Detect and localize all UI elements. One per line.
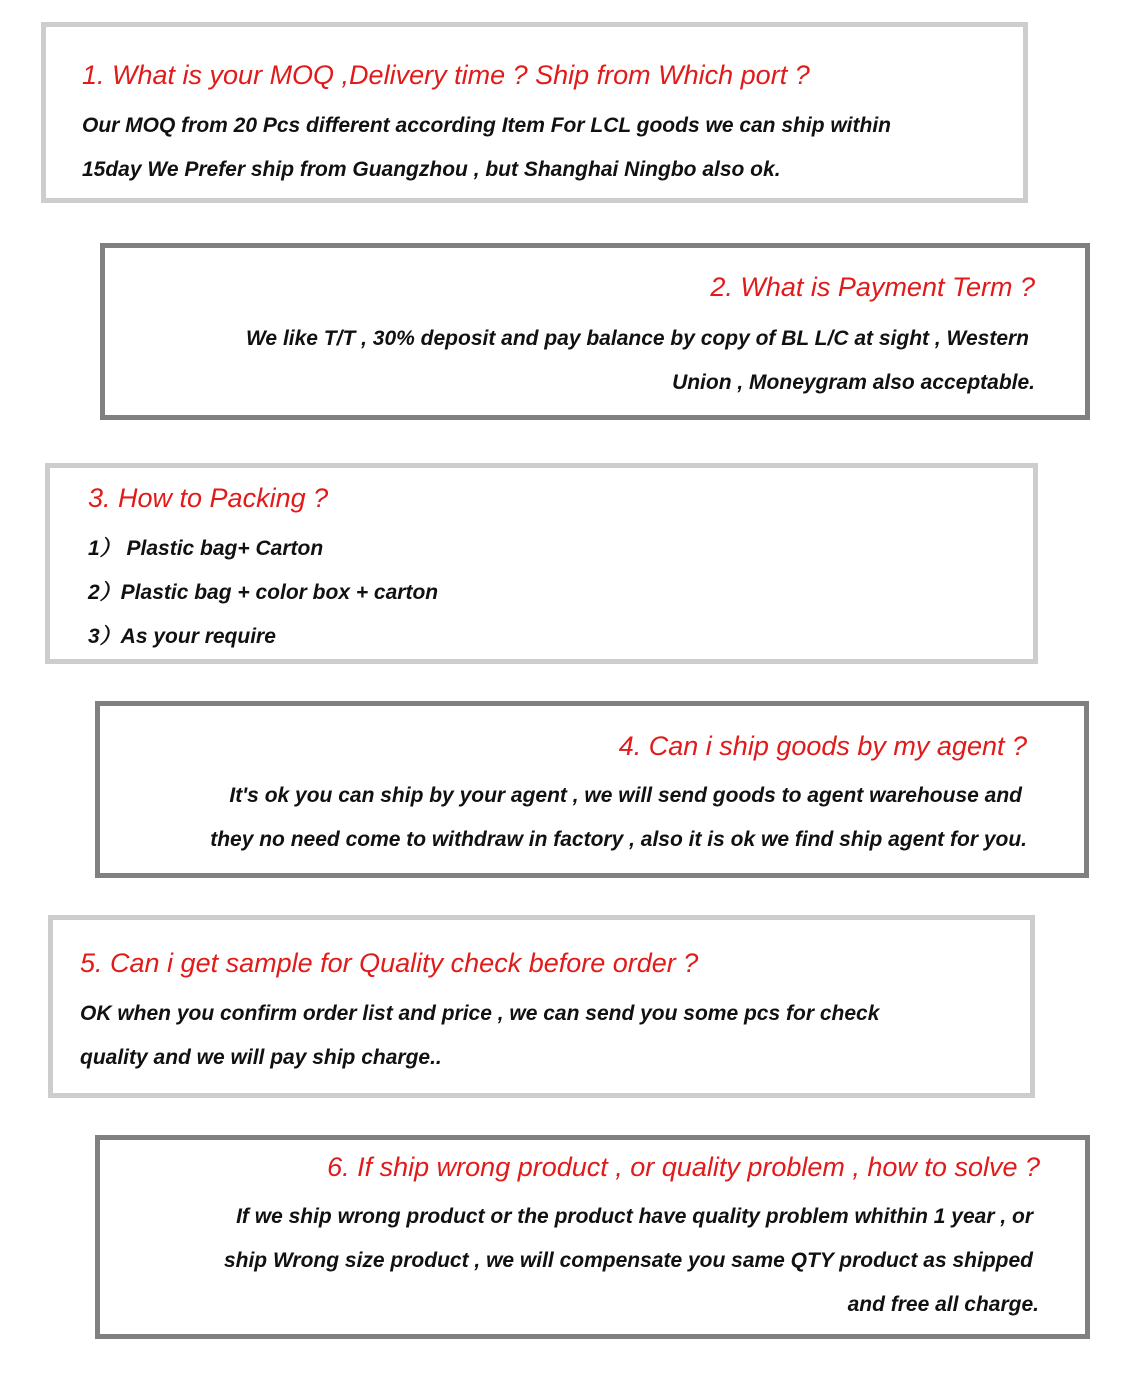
faq-question-6: 6. If ship wrong product , or quality problem , how to solve ? xyxy=(327,1152,1040,1182)
faq-answer-6-line-1: If we ship wrong product or the product have quality problem whithin 1 year , or xyxy=(236,1205,1033,1228)
faq-answer-3-line-1: 1） Plastic bag+ Carton xyxy=(88,537,324,560)
faq-question-5: 5. Can i get sample for Quality check before order ? xyxy=(80,948,699,978)
faq-card-6 xyxy=(95,1135,1090,1339)
faq-answer-6-line-2: ship Wrong size product , we will compensate you same QTY product as shipped xyxy=(223,1249,1033,1272)
faq-question-2: 2. What is Payment Term ? xyxy=(710,272,1035,302)
faq-answer-4-line-1: It's ok you can ship by your agent , we will send goods to agent warehouse and xyxy=(229,784,1022,807)
faq-card-1 xyxy=(41,22,1028,203)
faq-card-3 xyxy=(45,463,1038,664)
faq-answer-2-line-1: We like T/T , 30% deposit and pay balance by copy of BL L/C at sight , Western xyxy=(245,327,1029,350)
faq-answer-1-line-1: Our MOQ from 20 Pcs different according Item For LCL goods we can ship within xyxy=(82,114,892,137)
faq-question-3: 3. How to Packing ? xyxy=(88,483,329,513)
faq-card-4 xyxy=(95,701,1089,878)
faq-answer-5-line-1: OK when you confirm order list and price , we can send you some pcs for check xyxy=(80,1002,880,1025)
faq-card-2 xyxy=(100,243,1090,420)
faq-question-1: 1. What is your MOQ ,Delivery time ? Ship from Which port ? xyxy=(82,60,810,90)
faq-answer-5-line-2: quality and we will pay ship charge.. xyxy=(80,1046,442,1069)
faq-answer-4-line-2: they no need come to withdraw in factory , also it is ok we find ship agent for you. xyxy=(210,828,1027,851)
faq-answer-3-line-3: 3）As your require xyxy=(88,625,276,648)
faq-answer-6-line-3: and free all charge. xyxy=(847,1293,1039,1316)
faq-answer-3-line-2: 2）Plastic bag + color box + carton xyxy=(88,581,439,604)
faq-answer-2-line-2: Union , Moneygram also acceptable. xyxy=(672,371,1035,394)
faq-question-4: 4. Can i ship goods by my agent ? xyxy=(618,731,1027,761)
faq-answer-1-line-2: 15day We Prefer ship from Guangzhou , but Shanghai Ningbo also ok. xyxy=(82,158,781,181)
faq-card-5 xyxy=(48,915,1035,1098)
